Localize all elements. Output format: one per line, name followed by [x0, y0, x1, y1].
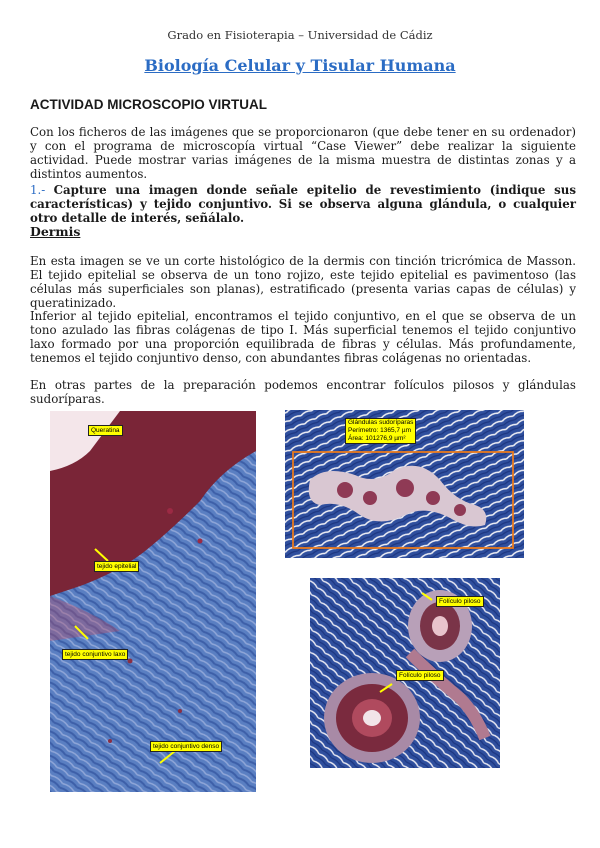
micrograph-sweat-glands [285, 410, 524, 558]
question-text: Capture una imagen donde señale epitelio de revestimiento (indique sus características) y tejido conjuntivo. Si se observa alguna glándula, o cualquier otro detalle de interés, señálalo. [30, 183, 577, 225]
label-hair-follicle-top: Folículo piloso [436, 596, 484, 607]
paragraph-epithelium: En esta imagen se ve un corte histológico de la dermis con tinción tricrómica de Masson. El tejido epitelial se observa de un tono rojizo, este tejido epitelial es pavimentoso (las células más superficiales son planas), estratificado (presenta varias capas de células) y queratinizado. [30, 254, 576, 310]
label-epithelium: tejido epitelial [94, 561, 139, 572]
question-number: 1.- [30, 183, 46, 197]
micrograph-hair-follicles [310, 578, 500, 768]
section-heading-dermis: Dermis [30, 224, 81, 239]
document-title: Biología Celular y Tisular Humana [144, 56, 456, 75]
question-paragraph [30, 183, 576, 225]
activity-heading: ACTIVIDAD MICROSCOPIO VIRTUAL [30, 97, 268, 112]
label-dense-connective: tejido conjuntivo denso [150, 741, 222, 752]
intro-paragraph: Con los ficheros de las imágenes que se proporcionaron (que debe tener en su ordenador) y con el programa de microscopía virtual “Case Viewer” debe realizar la siguiente actividad. Puede mostrar varias imágenes de la misma muestra de distintas zonas y a distintos aumentos. [30, 125, 576, 181]
micrograph-epidermis-image [50, 411, 256, 792]
label-sweat-gland-measure [345, 418, 416, 444]
label-gland-line3: Área: 101276,9 µm² [348, 435, 406, 442]
micrograph-epidermis [50, 411, 256, 792]
label-loose-connective: tejido conjuntivo laxo [62, 649, 128, 660]
paragraph-connective: Inferior al tejido epitelial, encontramos el tejido conjuntivo, en el que se observa de un tono azulado las fibras colágenas de tipo I. Más superficial tenemos el tejido conjuntivo laxo formado por una proporción equilibrada de fibras y células. Más profundamente, tenemos el tejido conjuntivo denso, con abundantes fibras colágenas no orientadas. [30, 309, 576, 365]
paragraph-other: En otras partes de la preparación podemos encontrar folículos pilosos y glándulas sudoríparas. [30, 378, 576, 406]
label-hair-follicle-bottom: Folículo piloso [396, 670, 444, 681]
label-gland-line2: Perímetro: 1365,7 µm [348, 427, 411, 434]
header-line: Grado en Fisioterapia – Universidad de Cádiz [167, 28, 433, 42]
label-gland-line1: Glándulas sudoríparas [348, 419, 414, 426]
label-keratin: Queratina [88, 425, 123, 436]
